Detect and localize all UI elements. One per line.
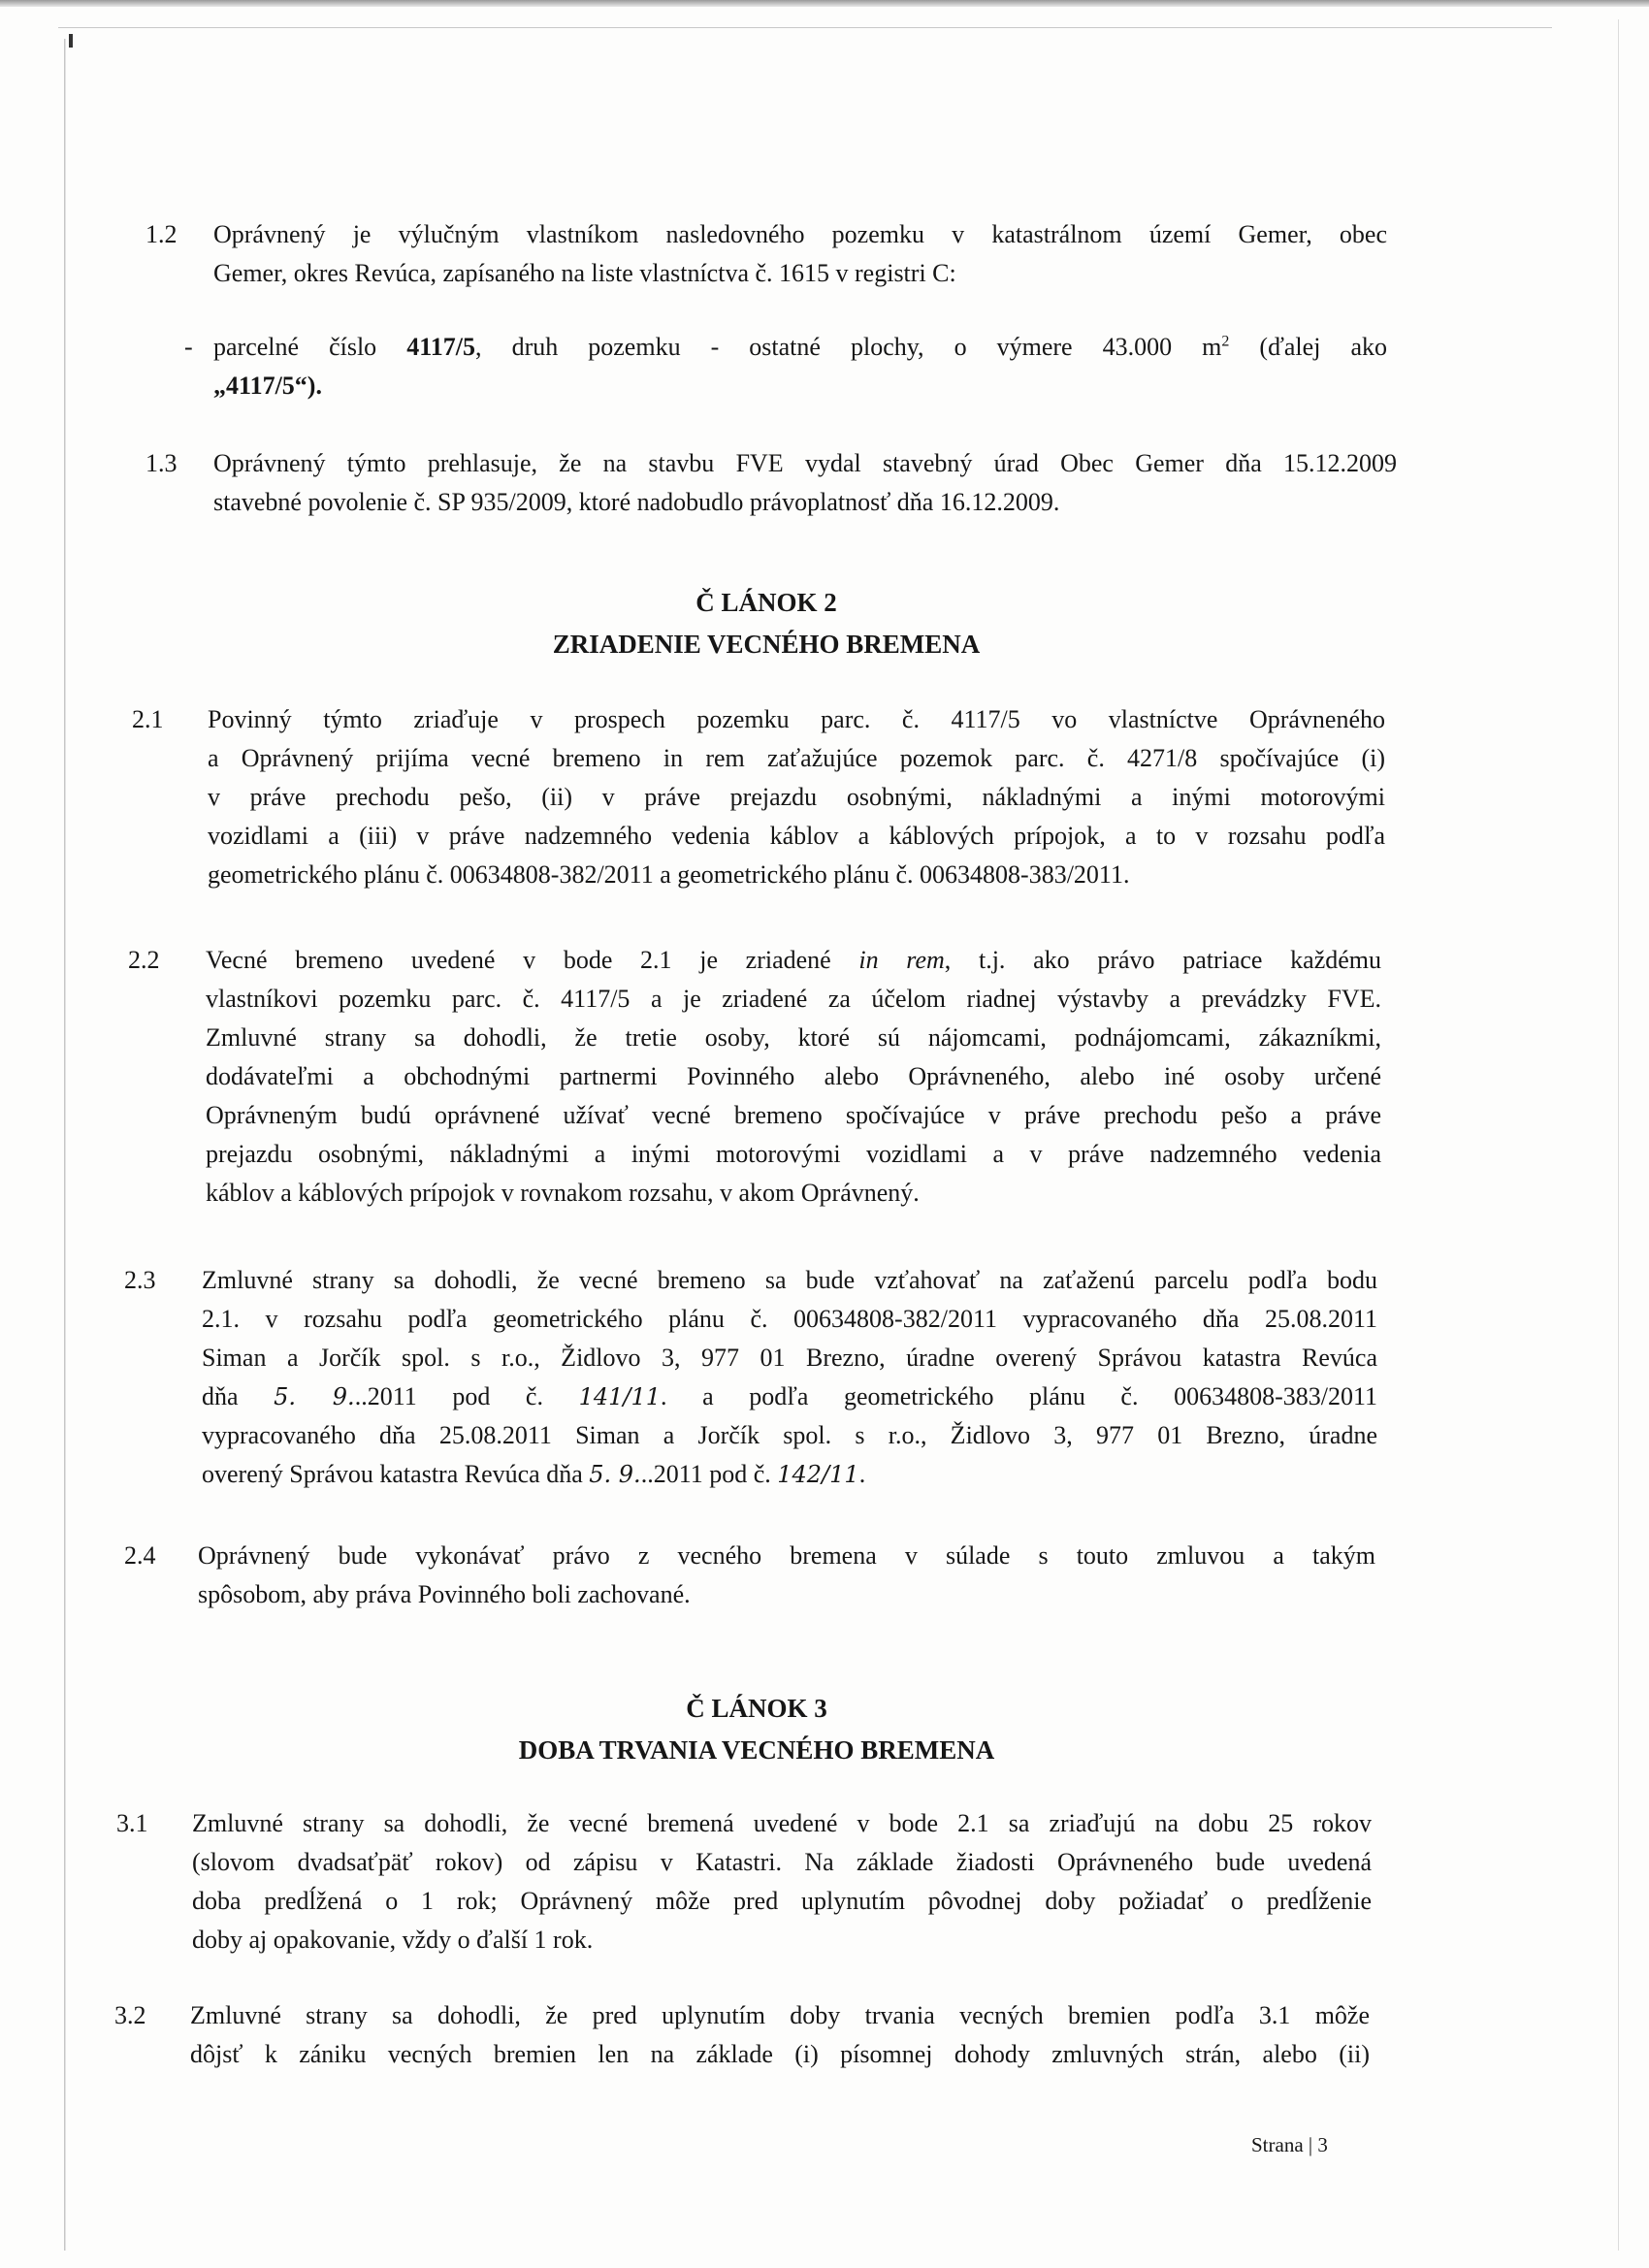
clause-number: 3.1 bbox=[116, 1809, 148, 1837]
text-line: vozidlami a (iii) v práve nadzemného vedenia káblov a káblových prípojok, a to v rozsahu podľa bbox=[208, 822, 1385, 850]
bullet-marker: - bbox=[184, 333, 193, 361]
text-span: . a podľa geometrického plánu č. 00634808-383/2011 bbox=[661, 1382, 1377, 1410]
text-line: Zmluvné strany sa dohodli, že vecné bremeno sa bude vzťahovať na zaťaženú parcelu podľa bodu bbox=[202, 1266, 1377, 1294]
clause-number: 1.3 bbox=[146, 449, 178, 477]
clause-number: 2.4 bbox=[124, 1541, 156, 1570]
clause-number: 2.2 bbox=[128, 946, 160, 974]
text-line: Zmluvné strany sa dohodli, že pred uplynutím doby trvania vecných bremien podľa 3.1 môže bbox=[190, 2001, 1370, 2029]
text-line: Oprávnený bude vykonávať právo z vecného bremena v súlade s touto zmluvou a takým bbox=[198, 1541, 1375, 1570]
text-span: ..2011 pod č. bbox=[354, 1382, 579, 1410]
text-line: stavebné povolenie č. SP 935/2009, ktoré nadobudlo právoplatnosť dňa 16.12.2009. bbox=[213, 488, 1060, 516]
latin-term: in rem bbox=[858, 946, 945, 974]
text-line: dôjsť k zániku vecných bremien len na základe (i) písomnej dohody zmluvných strán, alebo (ii) bbox=[190, 2040, 1370, 2068]
text-line: Povinný týmto zriaďuje v prospech pozemku parc. č. 4117/5 vo vlastníctve Oprávneného bbox=[208, 705, 1385, 733]
scan-edge-top bbox=[0, 0, 1649, 7]
clause-1-2 bbox=[213, 215, 1387, 293]
handwritten-date: 5. 9. bbox=[589, 1461, 641, 1488]
clause-2-3 bbox=[202, 1261, 1377, 1494]
text-line: dodávateľmi a obchodnými partnermi Povinného alebo Oprávneného, alebo iné osoby určené bbox=[206, 1062, 1381, 1090]
text-span: overený Správou katastra Revúca dňa bbox=[202, 1460, 590, 1488]
parcel-item bbox=[213, 328, 1387, 405]
text-line bbox=[202, 1455, 1377, 1494]
text-span: , t.j. ako právo patriace každému bbox=[944, 946, 1382, 974]
text-line bbox=[213, 328, 1387, 367]
clause-1-3 bbox=[213, 444, 1397, 522]
text-line: Zmluvné strany sa dohodli, že vecné bremená uvedené v bode 2.1 sa zriaďujú na dobu 25 rokov bbox=[192, 1809, 1372, 1837]
text-span: dňa bbox=[202, 1382, 275, 1410]
clause-3-1 bbox=[192, 1804, 1372, 1960]
text-line: Oprávneným budú oprávnené užívať vecné bremeno spočívajúce v práve prechodu pešo a práve bbox=[206, 1101, 1381, 1129]
text-span: , druh pozemku - ostatné plochy, o výmere 43.000 m bbox=[475, 333, 1222, 361]
article-title: ZRIADENIE VECNÉHO BREMENA bbox=[552, 630, 981, 659]
text-line: doba predĺžená o 1 rok; Oprávnený môže pred uplynutím pôvodnej doby požiadať o predĺženie bbox=[192, 1887, 1372, 1915]
article-heading bbox=[417, 1688, 1096, 1771]
clause-2-2 bbox=[206, 941, 1381, 1213]
text-line: a Oprávnený prijíma vecné bremeno in rem zaťažujúce pozemok parc. č. 4271/8 spočívajúce (i) bbox=[208, 744, 1385, 772]
clause-number: 3.2 bbox=[114, 2001, 146, 2029]
scan-mark bbox=[69, 34, 73, 48]
text-line: v práve prechodu pešo, (ii) v práve prejazdu osobnými, nákladnými a inými motorovými bbox=[208, 783, 1385, 811]
text-span: parcelné číslo bbox=[213, 333, 407, 361]
page-number: Strana | 3 bbox=[1251, 2133, 1328, 2156]
text-line: spôsobom, aby práva Povinného boli zachované. bbox=[198, 1580, 691, 1608]
text-line: „4117/5“). bbox=[213, 372, 322, 400]
handwritten-number: 142/11 bbox=[777, 1461, 859, 1488]
article-heading bbox=[427, 582, 1106, 665]
scan-line bbox=[58, 27, 1552, 28]
text-line: geometrického plánu č. 00634808-382/2011 a geometrického plánu č. 00634808-383/2011. bbox=[208, 860, 1130, 889]
text-span: . bbox=[858, 1460, 866, 1488]
handwritten-date: 5. 9. bbox=[274, 1383, 355, 1410]
text-span: Vecné bremeno uvedené v bode 2.1 je zriadené bbox=[206, 946, 859, 974]
clause-number: 2.3 bbox=[124, 1266, 156, 1294]
handwritten-number: 141/11 bbox=[578, 1383, 662, 1410]
text-span: (ďalej ako bbox=[1229, 333, 1387, 361]
scan-edge-left bbox=[64, 39, 66, 2251]
clause-2-4 bbox=[198, 1537, 1375, 1614]
text-line: Zmluvné strany sa dohodli, že tretie osoby, ktoré sú nájomcami, podnájomcami, zákazníkmi, bbox=[206, 1023, 1381, 1052]
superscript: 2 bbox=[1221, 333, 1230, 350]
text-line: vlastníkovi pozemku parc. č. 4117/5 a je zriadené za účelom riadnej výstavby a prevádzky FVE. bbox=[206, 985, 1381, 1013]
text-line: (slovom dvadsaťpäť rokov) od zápisu v Katastri. Na základe žiadosti Oprávneného bude uvedená bbox=[192, 1848, 1372, 1876]
text-line: doby aj opakovanie, vždy o ďalší 1 rok. bbox=[192, 1926, 594, 1954]
article-number: Č LÁNOK 2 bbox=[695, 588, 837, 617]
clause-2-1 bbox=[208, 700, 1385, 894]
text-line bbox=[202, 1377, 1377, 1416]
article-title: DOBA TRVANIA VECNÉHO BREMENA bbox=[518, 1735, 995, 1765]
parcel-number: 4117/5 bbox=[406, 333, 476, 361]
clause-number: 2.1 bbox=[132, 705, 164, 733]
text-line: 2.1. v rozsahu podľa geometrického plánu č. 00634808-382/2011 vypracovaného dňa 25.08.2011 bbox=[202, 1305, 1377, 1333]
text-line: vypracovaného dňa 25.08.2011 Siman a Jorčík spol. s r.o., Židlovo 3, 977 01 Brezno, úradne bbox=[202, 1421, 1377, 1449]
text-line: Gemer, okres Revúca, zapísaného na liste vlastníctva č. 1615 v registri C: bbox=[213, 259, 956, 287]
article-number: Č LÁNOK 3 bbox=[686, 1694, 827, 1723]
text-line: prejazdu osobnými, nákladnými a inými motorovými vozidlami a v práve nadzemného vedenia bbox=[206, 1140, 1381, 1168]
text-line: káblov a káblových prípojok v rovnakom rozsahu, v akom Oprávnený. bbox=[206, 1179, 920, 1207]
text-line: Oprávnený týmto prehlasuje, že na stavbu FVE vydal stavebný úrad Obec Gemer dňa 15.12.2009 bbox=[213, 449, 1397, 477]
scan-edge-right bbox=[1618, 19, 1619, 2251]
text-line: Siman a Jorčík spol. s r.o., Židlovo 3, 977 01 Brezno, úradne overený Správou katastra Revúca bbox=[202, 1344, 1377, 1372]
clause-number: 1.2 bbox=[146, 220, 178, 248]
clause-3-2 bbox=[190, 1996, 1370, 2074]
text-line: Oprávnený je výlučným vlastníkom nasledovného pozemku v katastrálnom území Gemer, obec bbox=[213, 220, 1387, 248]
text-span: ..2011 pod č. bbox=[640, 1460, 778, 1488]
text-line bbox=[206, 941, 1381, 980]
